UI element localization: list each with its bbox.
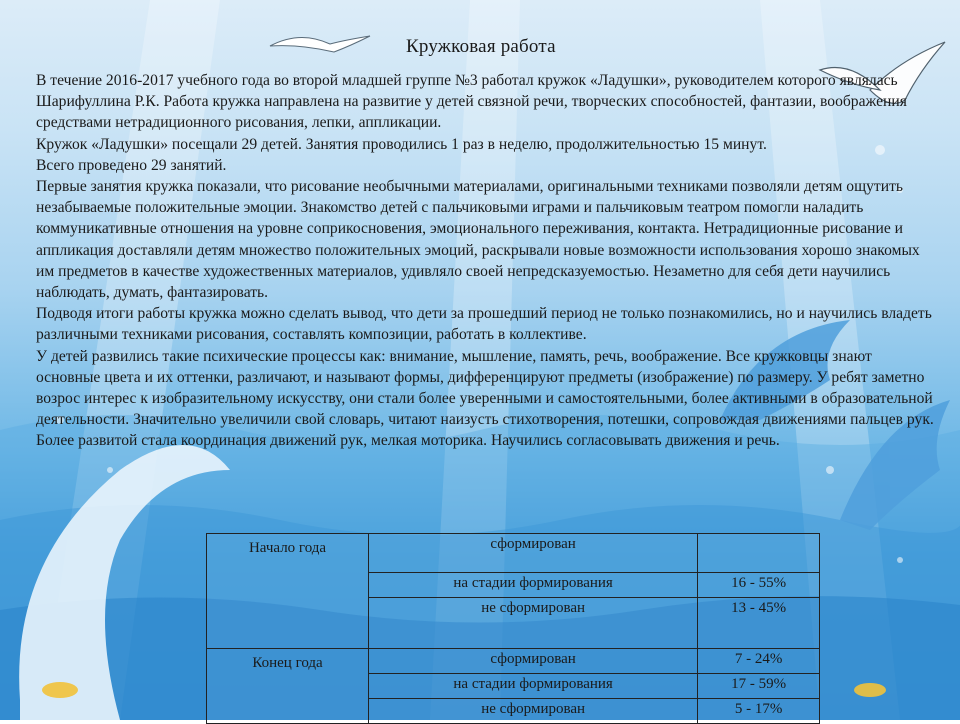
paragraph: Всего проведено 29 занятий. <box>36 156 227 174</box>
value-cell: 5 - 17% <box>698 699 820 724</box>
status-cell: на стадии формирования <box>369 674 698 699</box>
page-title: Кружковая работа <box>406 36 556 57</box>
status-cell: не сформирован <box>369 598 698 649</box>
paragraph: В течение 2016-2017 учебного года во второй младшей группе №3 работал кружок «Ладушки», руководителем которого являлась Шарифуллина Р.К. Работа кружка направлена на развитие у детей связной речи, творческих способностей, фантазии, воображения средствами нетрадиционного рисования, лепки, аппликации. <box>36 72 907 132</box>
status-cell: на стадии формирования <box>369 573 698 598</box>
value-cell <box>698 534 820 573</box>
paragraph: Кружок «Ладушки» посещали 29 детей. Занятия проводились 1 раз в неделю, продолжительностью 15 минут. <box>36 135 767 153</box>
status-cell: сформирован <box>369 649 698 674</box>
results-table <box>206 533 820 724</box>
table-row <box>207 649 820 674</box>
status-cell: не сформирован <box>369 699 698 724</box>
body-text <box>36 70 936 452</box>
period-end-label: Конец года <box>207 649 369 724</box>
value-cell: 17 - 59% <box>698 674 820 699</box>
table-row <box>207 534 820 573</box>
period-start-label: Начало года <box>207 534 369 649</box>
paragraph: У детей развились такие психические процессы как: внимание, мышление, память, речь, воображение. Все кружковцы знают основные цвета и их оттенки, различают, и называют формы, дифференцируют предметы (изображение) по размеру. У ребят заметно возрос интерес к изобразительному искусству, они стали более уверенными и самостоятельными, более активными в образовательной деятельности. Значительно увеличили свой словарь, читают наизусть стихотворения, потешки, сопровождая движениями пальцев рук. Более развитой стала координация движений рук, мелкая моторика. Научились согласовывать движения и речь. <box>36 347 934 450</box>
paragraph: Подводя итоги работы кружка можно сделать вывод, что дети за прошедший период не только познакомились, но и научились владеть различными техниками рисования, составлять композиции, работать в коллективе. <box>36 305 932 344</box>
paragraph: Первые занятия кружка показали, что рисование необычными материалами, оригинальными техниками позволяли детям ощутить незабываемые положительные эмоции. Знакомство детей с пальчиковыми играми и пальчиковым театром помогли наладить коммуникативные отношения на уровне соприкосновения, эмоционального переживания, контакта. Нетрадиционные рисование и аппликация доставляли детям множество положительных эмоций, раскрывали новые возможности использования хорошо знакомых им предметов в качестве художественных материалов, удивляло своей непредсказуемостью. Незаметно для себя дети научились наблюдать, думать, фантазировать. <box>36 178 920 302</box>
value-cell: 16 - 55% <box>698 573 820 598</box>
status-cell: сформирован <box>369 534 698 573</box>
value-cell: 13 - 45% <box>698 598 820 649</box>
value-cell: 7 - 24% <box>698 649 820 674</box>
